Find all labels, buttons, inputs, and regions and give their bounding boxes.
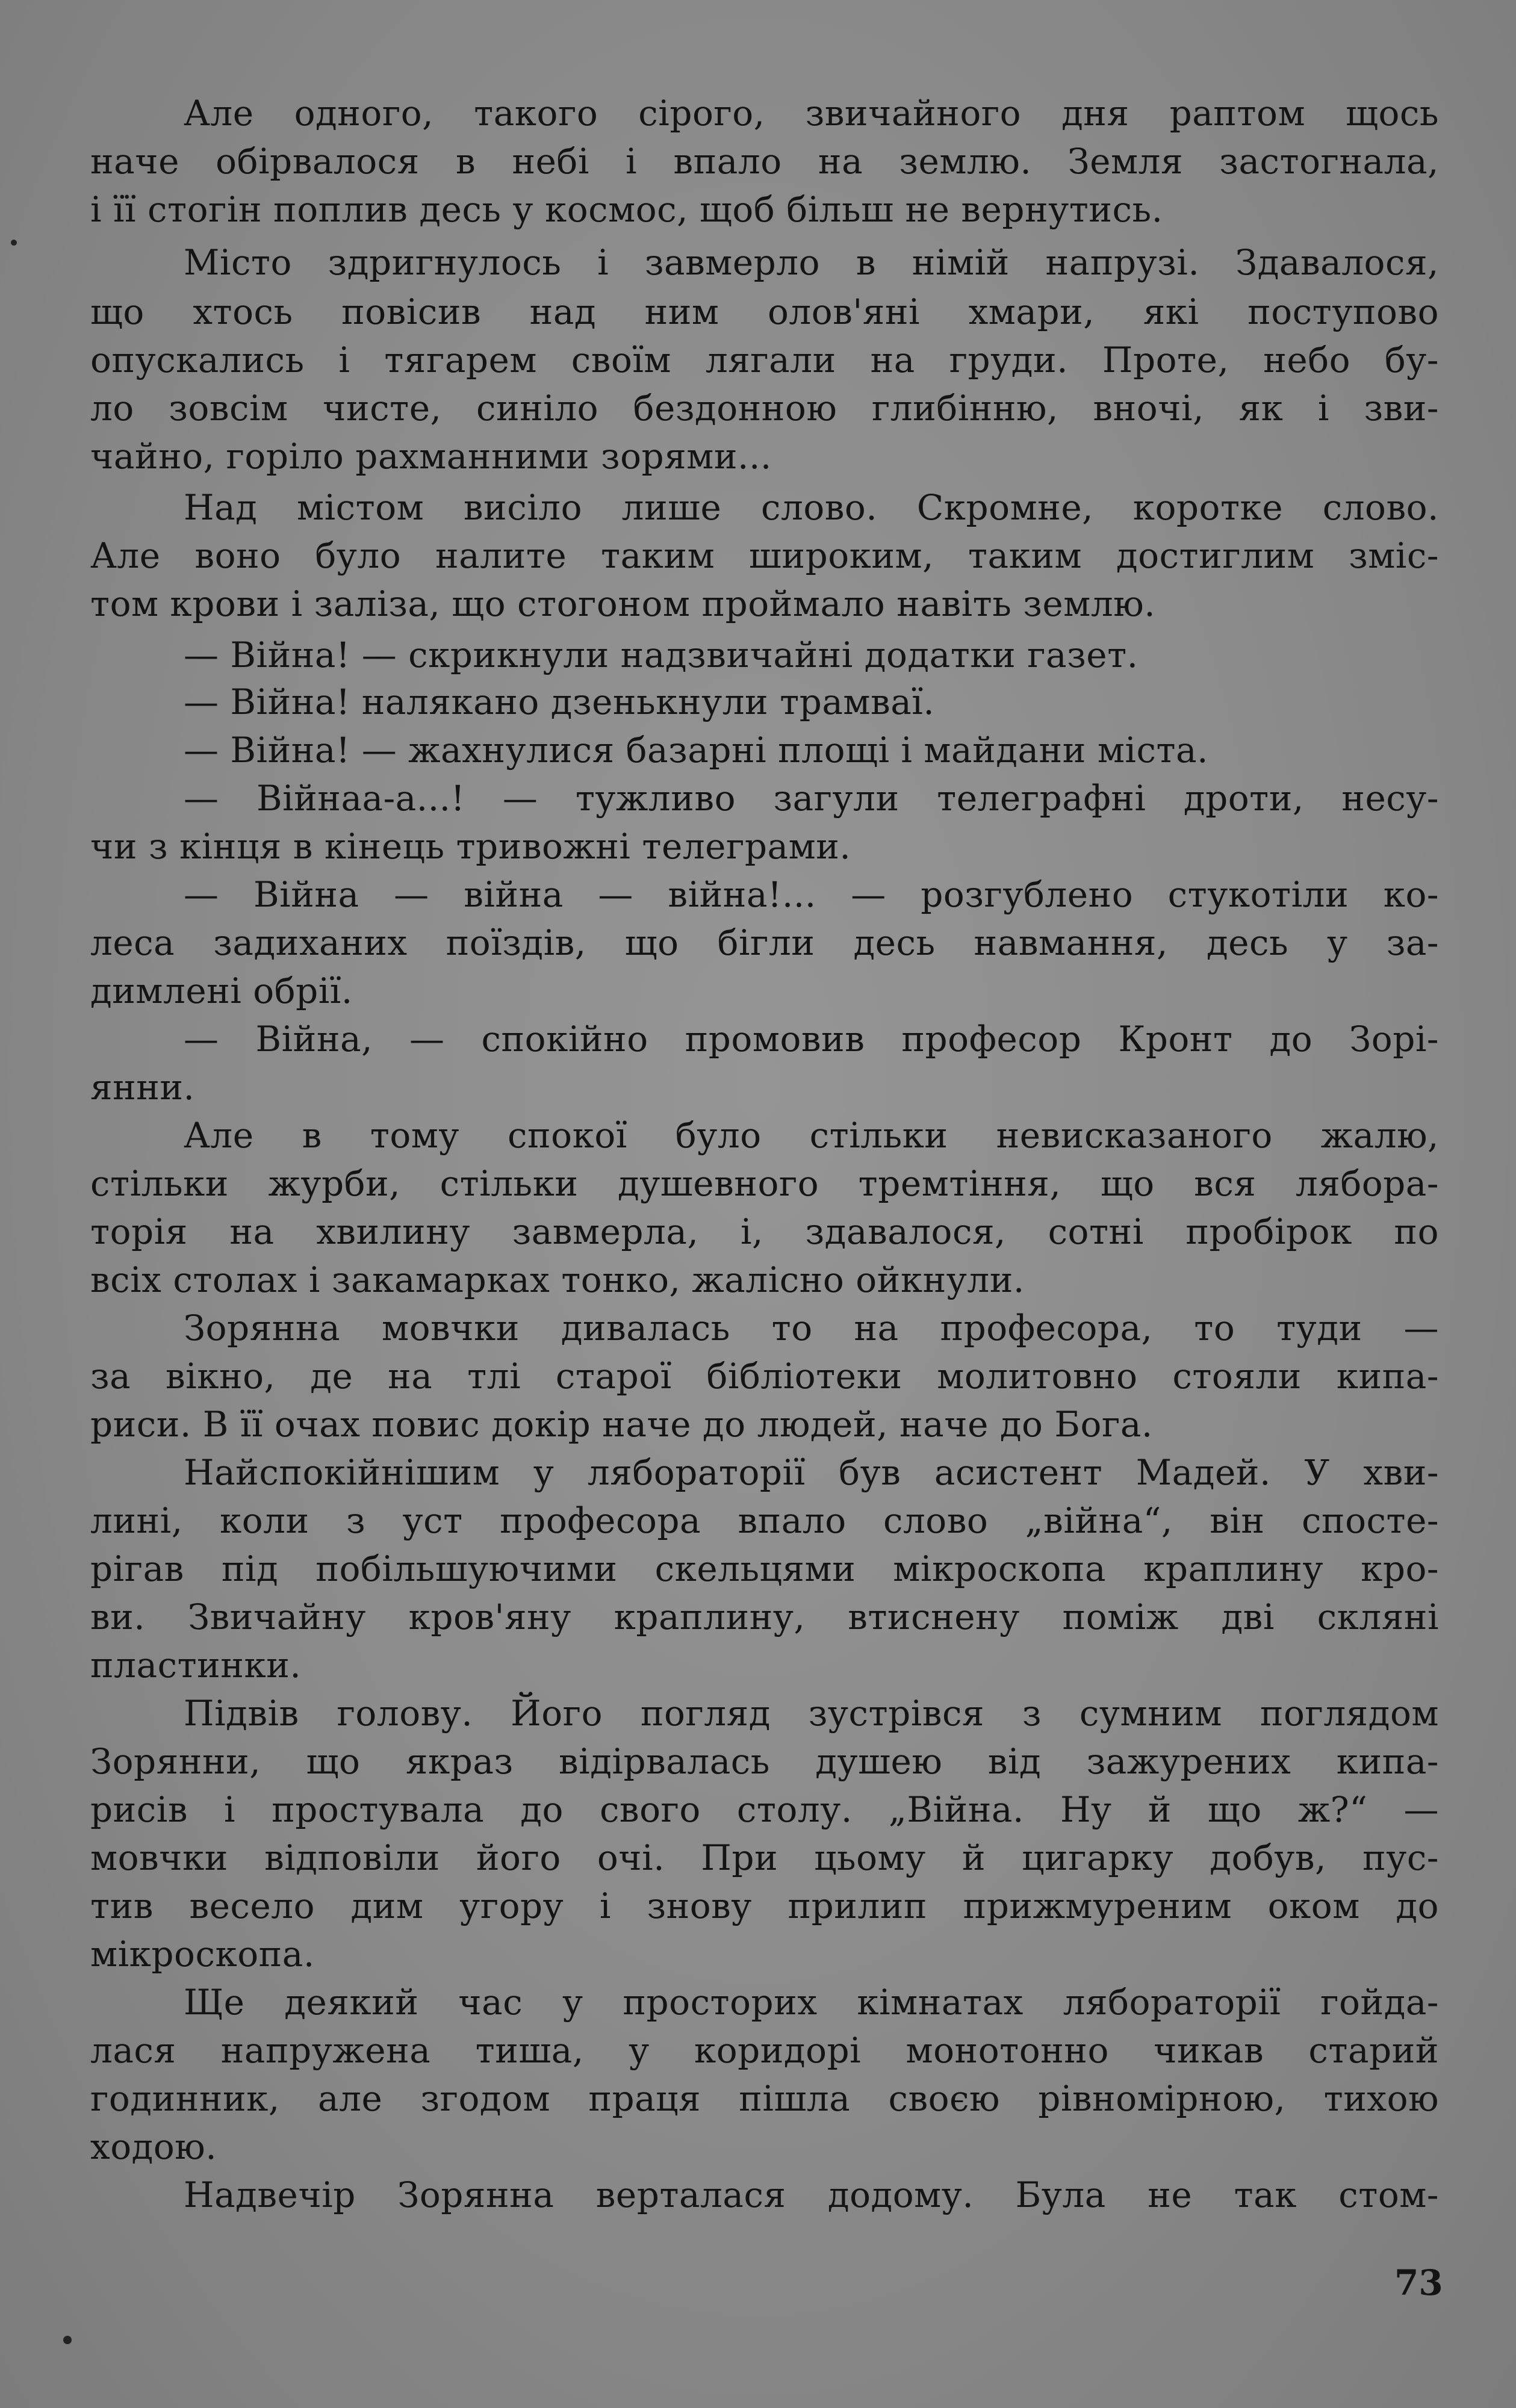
text-line: Але в тому спокої було стільки невисказаного жалю, <box>184 1115 1439 1156</box>
text-line: — Війна! — скрикнули надзвичайні додатки газет. <box>184 635 1139 675</box>
text-line: ви. Звичайну кров'яну краплину, втиснену поміж дві скляні <box>90 1597 1439 1637</box>
text-line: опускались і тягарем своїм лягали на груди. Проте, небо бу- <box>90 340 1439 380</box>
text-line: рисів і простувала до свого столу. „Війна. Ну й що ж?“ — <box>90 1789 1439 1830</box>
page-number: 73 <box>1394 2262 1443 2303</box>
text-line: — Війна, — спокійно промовив професор Кронт до Зорі- <box>184 1019 1439 1060</box>
text-line: ходою. <box>90 2126 217 2167</box>
text-line: чи з кінця в кінець тривожні телеграми. <box>90 826 851 867</box>
text-line: Зорянни, що якраз відірвалась душею від зажурених кипа- <box>90 1741 1439 1782</box>
text-line: лася напружена тиша, у коридорі монотонно чикав старий <box>90 2030 1439 2071</box>
text-line: годинник, але згодом праця пішла своєю рівномірною, тихою <box>90 2078 1439 2119</box>
text-line: лині, коли з уст професора впало слово „війна“, він спосте- <box>90 1500 1439 1541</box>
text-line: Зорянна мовчки дивалась то на професора, то туди — <box>184 1308 1439 1348</box>
text-line: Над містом висіло лише слово. Скромне, коротке слово. <box>184 487 1439 528</box>
text-line: Найспокійнішим у лябораторії був асистент Мадей. У хви- <box>184 1452 1439 1493</box>
text-line: — Війна! налякано дзенькнули трамваї. <box>184 681 935 722</box>
text-line: рігав під побільшуючими скельцями мікроскопа краплину кро- <box>90 1548 1439 1589</box>
text-line: що хтось повісив над ним олов'яні хмари, які поступово <box>90 291 1439 332</box>
text-line: тив весело дим угору і знову прилип прижмуреним оком до <box>90 1885 1439 1926</box>
text-line: наче обірвалося в небі і впало на землю. Земля застогнала, <box>90 141 1439 182</box>
paper-speck <box>11 240 17 246</box>
text-line: Але одного, такого сірого, звичайного дня раптом щось <box>184 93 1439 134</box>
text-line: ло зовсім чисте, синіло бездонною глибінню, вночі, як і зви- <box>90 388 1439 429</box>
text-line: том крови і заліза, що стогоном проймало навіть землю. <box>90 583 1156 624</box>
text-line: — Війна — війна — війна!... — розгублено стукотіли ко- <box>184 874 1439 915</box>
text-line: торія на хвилину завмерла, і, здавалося, сотні пробірок по <box>90 1211 1439 1252</box>
text-line: стільки журби, стільки душевного тремтіння, що вся лябора- <box>90 1163 1439 1204</box>
text-line: Підвів голову. Його погляд зустрівся з сумним поглядом <box>184 1693 1439 1734</box>
paper-speck <box>63 2336 72 2344</box>
text-line: Місто здригнулось і завмерло в німій напрузі. Здавалося, <box>184 242 1439 283</box>
text-line: димлені обрії. <box>90 970 353 1011</box>
text-line: — Війнаа-а...! — тужливо загули телеграфні дроти, несу- <box>184 778 1439 819</box>
text-line: і її стогін поплив десь у космос, щоб більш не вернутись. <box>90 189 1163 230</box>
text-line: янни. <box>90 1067 195 1108</box>
text-line: леса задиханих поїздів, що бігли десь навмання, десь у за- <box>90 922 1439 963</box>
text-line: за вікно, де на тлі старої бібліотеки молитовно стояли кипа- <box>90 1356 1439 1397</box>
text-line: мовчки відповіли його очі. При цьому й цигарку добув, пус- <box>90 1837 1439 1878</box>
text-line: мікроскопа. <box>90 1934 315 1975</box>
text-line: всіх столах і закамарках тонко, жалісно ойкнули. <box>90 1259 1025 1300</box>
text-line: чайно, горіло рахманними зорями... <box>90 436 772 477</box>
text-line: Ще деякий час у просторих кімнатах лябораторії гойда- <box>184 1982 1439 2023</box>
text-line: Надвечір Зорянна верталася додому. Була не так стом- <box>184 2174 1439 2215</box>
text-line: Але воно було налите таким широким, таким достиглим зміс- <box>90 535 1439 576</box>
text-line: — Війна! — жахнулися базарні площі і майдани міста. <box>184 730 1209 771</box>
text-line: пластинки. <box>90 1645 302 1686</box>
text-line: риси. В її очах повис докір наче до людей, наче до Бога. <box>90 1404 1153 1445</box>
